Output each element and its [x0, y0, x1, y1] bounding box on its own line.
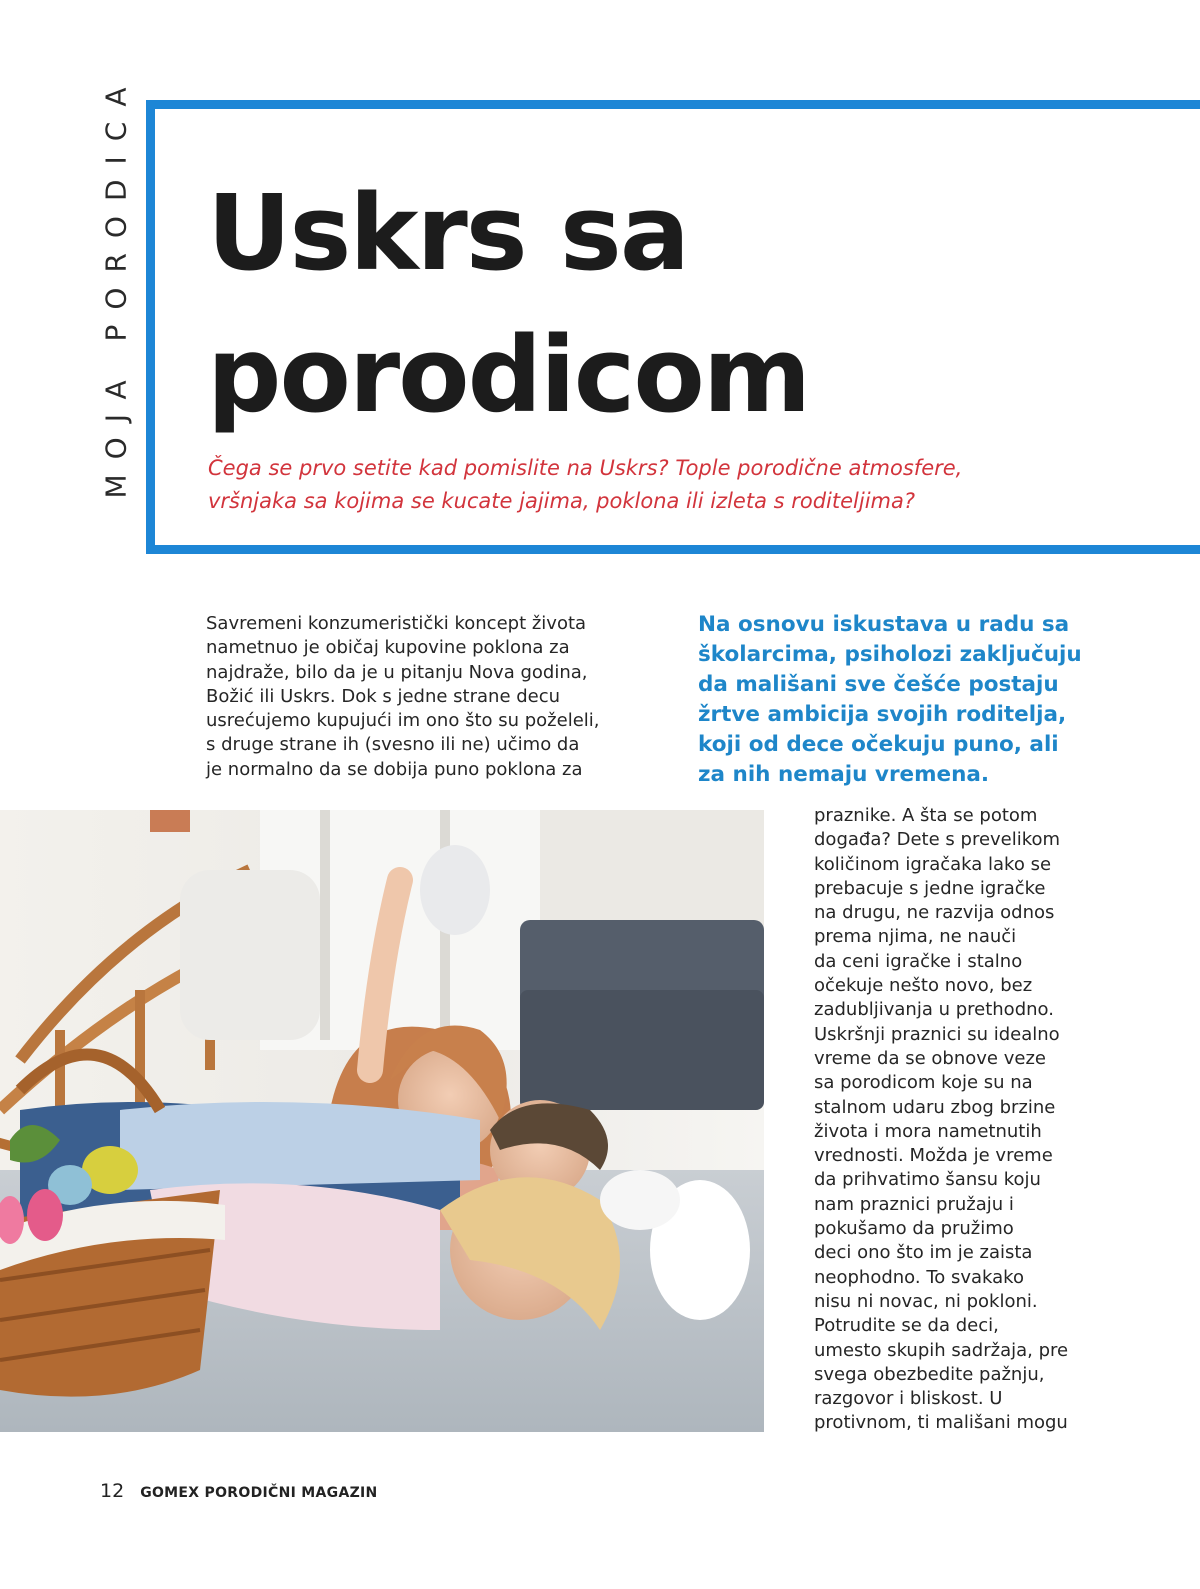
- page-footer: [100, 1480, 378, 1502]
- body-line: Božić ili Uskrs. Dok s jedne strane decu: [206, 685, 561, 707]
- body-line: praznike. A šta se potom: [814, 805, 1038, 826]
- body-line: deci ono što im je zaista: [814, 1242, 1033, 1264]
- body-line: razgovor i bliskost. U: [814, 1388, 1003, 1410]
- title-line-2: porodicom: [207, 314, 810, 436]
- pull-quote-line: školarcima, psiholozi zaključuju: [698, 642, 1082, 667]
- page-number: 12: [100, 1480, 125, 1502]
- lead-line-1: Čega se prvo setite kad pomislite na Uskrs? Tople porodične atmosfere,: [208, 456, 963, 480]
- body-line: nam praznici pružaju i: [814, 1193, 1014, 1215]
- body-line: sa porodicom koje su na: [814, 1072, 1033, 1094]
- pull-quote-line: Na osnovu iskustava u radu sa: [698, 612, 1070, 637]
- body-line: na drugu, ne razvija odnos: [814, 902, 1055, 924]
- body-line: pokušamo da pružimo: [814, 1218, 1014, 1240]
- body-line: života i mora nametnutih: [814, 1120, 1042, 1142]
- body-line: umesto skupih sadržaja, pre: [814, 1339, 1069, 1361]
- section-label: [96, 72, 136, 498]
- body-column-2: [814, 804, 1104, 1436]
- article-title: [207, 162, 809, 446]
- body-line: vrednosti. Možda je vreme: [814, 1145, 1053, 1167]
- body-line: Savremeni konzumeristički koncept života: [206, 613, 587, 634]
- body-line: s druge strane ih (svesno ili ne) učimo da: [206, 734, 580, 756]
- body-line: Potrudite se da deci,: [814, 1315, 999, 1337]
- body-line: neophodno. To svakako: [814, 1266, 1024, 1288]
- body-line: očekuje nešto novo, bez: [814, 975, 1033, 997]
- pull-quote-line: koji od dece očekuju puno, ali: [698, 732, 1059, 757]
- body-line: stalnom udaru zbog brzine: [814, 1096, 1056, 1118]
- body-line: količinom igračaka lako se: [814, 853, 1052, 875]
- body-line: najdraže, bilo da je u pitanju Nova godina,: [206, 661, 588, 683]
- title-line-1: Uskrs sa: [207, 172, 688, 294]
- body-line: je normalno da se dobija puno poklona za: [206, 758, 583, 780]
- body-line: prema njima, ne nauči: [814, 926, 1017, 948]
- pull-quote: [698, 610, 1118, 790]
- body-line: nisu ni novac, ni pokloni.: [814, 1290, 1038, 1312]
- section-label-text: MOJA PORODICA: [99, 72, 133, 498]
- pull-quote-line: žrtve ambicija svojih roditelja,: [698, 702, 1067, 727]
- lead-line-2: vršnjaka sa kojima se kucate jajima, poklona ili izleta s roditeljima?: [208, 489, 916, 513]
- body-line: nametnuo je običaj kupovine poklona za: [206, 637, 570, 659]
- body-line: da ceni igračke i stalno: [814, 950, 1023, 972]
- body-line: da prihvatimo šansu koju: [814, 1169, 1041, 1191]
- body-line: Uskršnji praznici su idealno: [814, 1023, 1060, 1045]
- family-photo: [0, 810, 764, 1432]
- magazine-name: GOMEX PORODIČNI MAGAZIN: [140, 1485, 378, 1501]
- article-lead: [208, 452, 1058, 518]
- pull-quote-line: da mališani sve češće postaju: [698, 672, 1059, 697]
- body-line: svega obezbedite pažnju,: [814, 1363, 1045, 1385]
- body-line: prebacuje s jedne igračke: [814, 877, 1046, 899]
- body-line: usrećujemo kupujući im ono što su poželeli,: [206, 710, 600, 732]
- pull-quote-line: za nih nemaju vremena.: [698, 762, 990, 787]
- body-line: zadubljivanja u prethodno.: [814, 999, 1054, 1021]
- body-line: protivnom, ti mališani mogu: [814, 1412, 1068, 1434]
- body-line: događa? Dete s prevelikom: [814, 829, 1061, 851]
- body-line: vreme da se obnove veze: [814, 1047, 1046, 1069]
- body-column-1: [206, 612, 626, 782]
